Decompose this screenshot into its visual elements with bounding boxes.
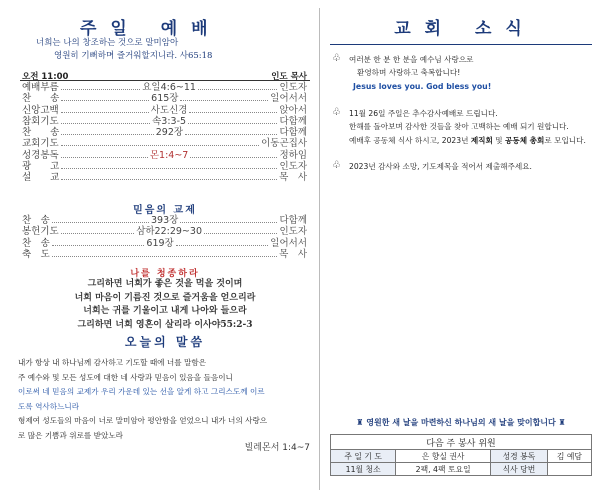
order-label: 봉헌기도 [22,226,59,238]
order-row [22,105,307,116]
order-person: 인도자 [279,226,307,238]
leader-dots [180,222,277,223]
order-divider [20,80,310,81]
order-label: 찬 송 [22,127,60,139]
order-label: 찬 송 [22,93,60,105]
order-person: 일어서서 [270,237,308,249]
serve-table-cell [547,463,591,476]
leader-dots [61,134,153,135]
order-reference: 몬1:4~7 [149,149,189,161]
order-person: 인도자 [279,82,308,93]
order-person: 다함께 [279,115,308,127]
news2-line3: 예배후 공동체 식사 하시고, 2023년 제직회 및 공동체 총회로 모입니다. [349,135,586,145]
news-item-thanksgiving [332,107,594,147]
serve-table-header: 김 예담 [547,450,591,463]
news2-line1: 11월 26일 주일은 추수감사예배로 드립니다. [349,109,498,118]
order-row [22,150,307,161]
leader-dots [204,233,277,234]
order-row [22,82,307,93]
sermon-line: 도록 역사하느니라 [18,401,80,411]
worship-title: 주일 예배 [80,19,222,39]
praise-title: 나를 청종하라 [130,269,200,279]
praise-line: 그리하면 너희가 좋은 것을 먹을 것이며 [87,279,243,289]
order-reference: 삼하22:29~30 [136,226,202,238]
news1-line3: Jesus loves you. God bless you! [353,81,492,91]
serve-table-header: 은 향실 권사 [396,450,491,463]
praise-line: 너희 마음이 기름진 것으로 즐거움을 얻으리라 [74,292,256,303]
leader-dots [61,168,277,169]
order-reference: 619장 [146,237,174,249]
serve-table-cell: 11월 청소 [331,463,396,476]
order-person: 정하임 [279,149,308,161]
order-label: 예배부름 [22,82,59,93]
order-row [22,215,307,226]
service-volunteer-table [330,434,592,476]
news3-line1: 2023년 감사와 소망, 기도제목을 적어서 제출해주세요. [349,162,532,171]
order-person: 인도자 [279,161,307,173]
order-reference: 사도신경 [150,104,188,116]
order-label: 광 고 [22,161,60,173]
leader-dots [61,100,149,101]
news1-line1: 여러분 한 분 한 분을 예수님 사랑으로 [349,55,474,64]
motto-banner: ♜ 영원한 새 날을 마련하신 하나님의 새 날을 맞이합니다 ♜ [356,418,566,427]
order-person: 앉아서 [279,104,307,116]
order-row [22,226,307,237]
leader-dots [198,89,278,90]
leader-dots [61,112,149,113]
sermon-line: 내가 항상 내 하나님께 감사하고 기도할 때에 너를 말함은 [18,358,207,367]
worship-verse [36,37,316,63]
leader-dots [180,100,268,101]
order-person: 다함께 [279,215,308,226]
order-row [22,116,307,127]
order-person: 일어서서 [270,93,308,105]
leader-dots [61,179,277,180]
order-row [22,161,307,172]
praise-lyrics [20,278,310,332]
service-leader: 인도 목사 [271,72,307,82]
order-row [22,138,307,149]
fellowship-title: 믿음의 교제 [133,205,197,216]
leader-dots [61,157,148,158]
leader-dots [61,233,134,234]
leader-dots [185,134,277,135]
serve-table-title: 다음 주 봉사 위원 [331,435,592,450]
sermon-line: 로 많은 기쁨과 위로를 받았노라 [18,430,124,440]
serve-table-cell: 2팩, 4팩 토요일 [396,463,491,476]
sermon-line: 형제여 성도들의 마음이 너로 말미암아 평안함을 얻었으니 내가 너의 사랑으 [18,416,268,426]
bell-icon: ♧ [332,107,341,118]
leader-dots [61,89,141,90]
order-label: 축 도 [22,248,50,260]
order-label: 신앙고백 [22,104,59,116]
verse-line-2: 영원히 기뻐하며 즐거워할지니라. 사65:18 [54,51,213,61]
order-label: 참회기도 [22,115,59,127]
leader-dots [61,123,150,124]
order-label: 설 교 [22,172,60,184]
sermon-line: 주 예수와 및 모든 성도에 대한 네 사랑과 믿음이 있음을 들음이니 [18,372,233,382]
sermon-line: 이로써 네 믿음의 교제가 우리 가운데 있는 선을 알게 하고 그리스도께 이르 [18,387,265,397]
news-divider [330,44,592,45]
worship-order-list [22,82,307,184]
leader-dots [189,112,277,113]
order-reference: 615장 [151,93,179,105]
news2-line2: 한해를 돌아보며 감사한 것들을 찾아 고백하는 예배 되기 원합니다. [349,122,569,132]
order-person: 목 사 [279,172,307,184]
serve-table-header: 성경 봉독 [491,450,548,463]
leader-dots [52,245,145,246]
sermon-body [18,356,313,444]
leader-dots [188,123,277,124]
order-reference: 요일4:6~11 [142,82,196,93]
news1-line2: 환영하며 사랑하고 축복합니다! [357,68,461,78]
order-label: 찬 송 [22,237,50,249]
order-row [22,249,307,260]
serve-table-cell: 식사 당번 [491,463,548,476]
news-item-prayer [332,160,594,173]
order-person: 이동곤집사 [261,138,307,150]
fellowship-order-list [22,215,307,260]
bell-icon: ♧ [332,53,341,64]
order-reference: 393장 [151,215,179,226]
service-time: 오전 11:00 [22,72,69,82]
leader-dots [61,145,259,146]
leader-dots [176,245,269,246]
order-person: 목 사 [279,248,307,260]
praise-line: 그리하면 너희 영혼이 살리라 이사야55:2-3 [77,319,253,330]
praise-line: 너희는 귀를 기울이고 내게 나아와 들으라 [83,306,247,316]
order-person: 다함께 [279,127,308,139]
sermon-reference: 빌레몬서 1:4~7 [244,443,310,453]
leader-dots [52,222,149,223]
page-divider [319,8,320,490]
bell-icon: ♧ [332,160,341,171]
verse-line-1: 너희는 나의 창조하는 것으로 말미암아 [36,38,179,48]
order-label: 성경봉독 [22,149,59,161]
order-label: 찬 송 [22,215,50,226]
order-row [22,238,307,249]
sermon-title: 오늘의 말씀 [124,335,206,349]
leader-dots [52,256,277,257]
news-item-welcome [332,53,594,93]
leader-dots [190,157,277,158]
order-row [22,172,307,183]
order-reference: 속3:3-5 [152,115,187,127]
order-label: 교회기도 [22,138,59,150]
order-reference: 292장 [155,127,184,139]
order-row [22,93,307,104]
order-row [22,127,307,138]
serve-table-header: 주 일 기 도 [331,450,396,463]
news-title: 교회 소식 [394,19,536,39]
